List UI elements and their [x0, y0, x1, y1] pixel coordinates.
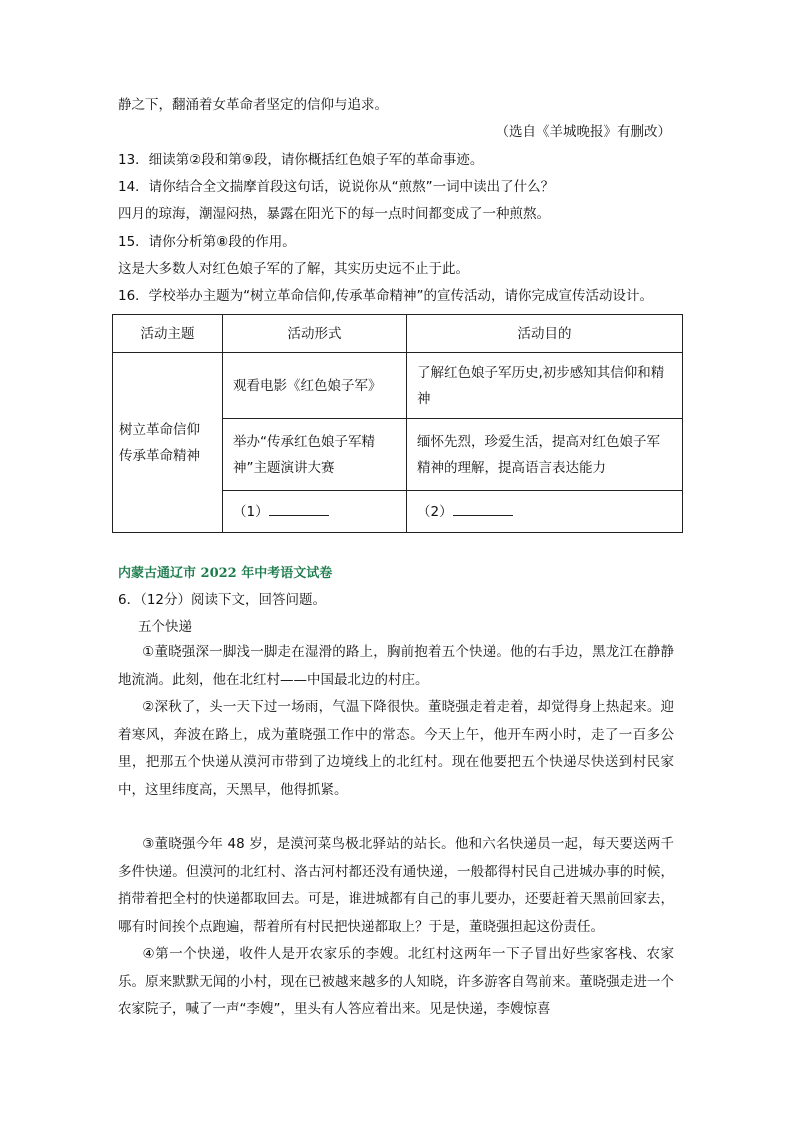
blank-label: （1）: [233, 503, 269, 520]
article-paragraph: [118, 831, 674, 941]
answer-cell-1[interactable]: [223, 491, 407, 533]
answer-cell-2[interactable]: [407, 491, 683, 533]
blank-label: （2）: [417, 503, 453, 520]
question-15: 15．请你分析第⑧段的作用。: [118, 234, 296, 250]
question-14-quote: 四月的琼海，潮湿闷热，暴露在阳光下的每一点时间都变成了一种煎熬。: [118, 206, 550, 222]
form-cell: 观看电影《红色娘子军》: [223, 353, 407, 419]
activity-table: [112, 314, 683, 533]
question-14: 14．请你结合全文揣摩首段这句话，说说你从“煎熬”一词中读出了什么？: [118, 179, 555, 195]
table-header-row: [113, 315, 683, 353]
article-title: 五个快递: [138, 619, 192, 635]
answer-blank[interactable]: [453, 501, 513, 516]
paragraph-text: ①董晓强深一脚浅一脚走在湿滑的路上，胸前抱着五个快递。他的右手边，黑龙江在静静地流淌。此刻，他在北红村——中国最北边的村庄。: [118, 644, 674, 688]
answer-blank[interactable]: [269, 501, 329, 516]
source-note: （选自《羊城晚报》有删改）: [495, 124, 671, 140]
purpose-cell: 了解红色娘子军历史,初步感知其信仰和精神: [407, 353, 683, 419]
question-6: 6．（12分）阅读下文，回答问题。: [118, 592, 327, 608]
paragraph-text: ②深秋了，头一天下过一场雨，气温下降很快。董晓强走着走着，却觉得身上热起来。迎着寒风，奔波在路上，成为董晓强工作中的常态。今天上午，他开车两小时，走了一百多公里，把那五个快递从漠河市带到了边境线上的北红村。现在他要把五个快递尽快送到村民家中，这里纬度高，天黑早，他得抓紧。: [118, 699, 674, 798]
question-16: 16．学校举办主题为“树立革命信仰,传承革命精神”的宣传活动，请你完成宣传活动设计。: [118, 288, 653, 304]
question-13: 13．细读第②段和第⑨段，请你概括红色娘子军的革命事迹。: [118, 152, 484, 168]
paragraph-text: ③董晓强今年 48 岁，是漠河菜鸟极北驿站的站长。他和六名快递员一起，每天要送两千多件快递。但漠河的北红村、洛古河村都还没有通快递，一般都得村民自己进城办事的时候，捎带着把全村的快递都取回去。可是，谁进城都有自己的事儿要办，还要赶着天黑前回家去，哪有时间挨个点跑遍，帮着所有村民把快递都取上？于是，董晓强担起这份责任。: [118, 836, 674, 935]
article-paragraph: [118, 694, 674, 804]
theme-cell: [113, 353, 223, 533]
table-row: [113, 353, 683, 419]
question-15-quote: 这是大多数人对红色娘子军的了解，其实历史远不止于此。: [118, 261, 469, 277]
theme-line: 树立革命信仰: [119, 421, 200, 438]
article-paragraph: [118, 941, 674, 1024]
article-paragraph: [118, 639, 674, 694]
paragraph-text: ④第一个快递，收件人是开农家乐的李嫂。北红村这两年一下子冒出好些家客栈、农家乐。原来默默无闻的小村，现在已被越来越多的人知晓，许多游客自驾前来。董晓强走进一个农家院子，喊了一声“李嫂”，里头有人答应着出来。见是快递，李嫂惊喜: [118, 946, 674, 1017]
form-cell: 举办“传承红色娘子军精神”主题演讲大赛: [223, 419, 407, 491]
header-form: 活动形式: [223, 315, 407, 353]
theme-line: 传承革命精神: [119, 447, 200, 464]
purpose-cell: 缅怀先烈，珍爱生活，提高对红色娘子军精神的理解，提高语言表达能力: [407, 419, 683, 491]
header-purpose: 活动目的: [407, 315, 683, 353]
section-title: 内蒙古通辽市 2022 年中考语文试卷: [118, 566, 333, 581]
text-line: 静之下，翻涌着女革命者坚定的信仰与追求。: [118, 97, 388, 113]
header-theme: 活动主题: [113, 315, 223, 353]
